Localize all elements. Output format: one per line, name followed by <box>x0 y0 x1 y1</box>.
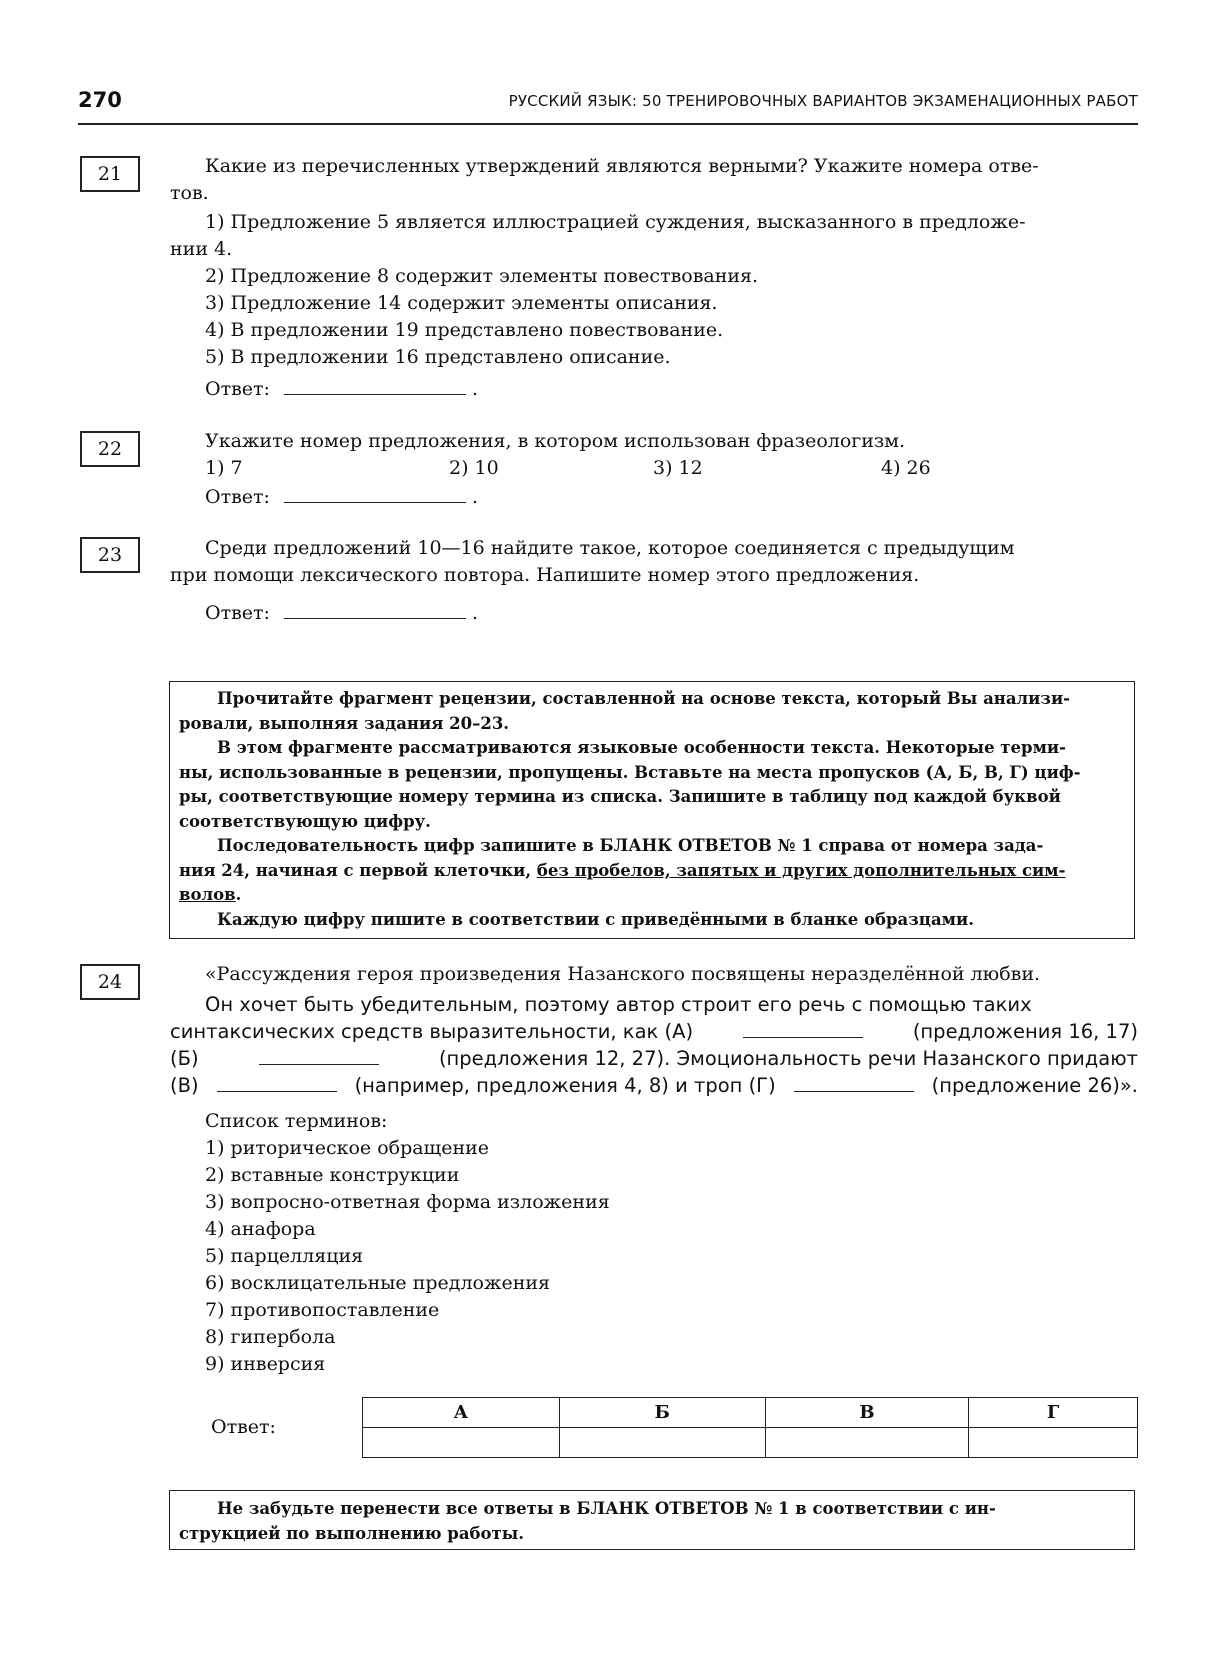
task-21-option-3: 3) Предложение 14 содержит элементы описания. <box>205 292 718 314</box>
term-2: 2) вставные конструкции <box>205 1164 460 1186</box>
answer-label: Ответ: <box>205 378 270 400</box>
task-24-review-line1: «Рассуждения героя произведения Назанского посвящены неразделённой любви. <box>205 963 1041 985</box>
task-24-review-line2: Он хочет быть убедительным, поэтому автор строит его речь с помощью таких <box>205 993 1032 1016</box>
instruction-p2-line2: ны, использованные в рецензии, пропущены. Вставьте на места пропусков (А, Б, В, Г) циф- <box>179 762 1081 782</box>
task-23-answer-blank[interactable] <box>284 617 466 619</box>
reminder-line2: струкцией по выполнению работы. <box>179 1523 525 1543</box>
task-21-number: 21 <box>80 156 140 192</box>
review-line3-start: синтаксических средств выразительности, как (А) <box>170 1020 694 1043</box>
task-21-answer-blank[interactable] <box>284 393 466 395</box>
task-22-number: 22 <box>80 431 140 467</box>
instruction-p3-line2-text: ния 24, начиная с первой клеточки, <box>179 860 537 880</box>
review-line5-end: (предложение 26)». <box>931 1074 1138 1097</box>
task-22-question: Укажите номер предложения, в котором использован фразеологизм. <box>205 430 906 452</box>
blank-a[interactable] <box>743 1036 863 1038</box>
task-24-review-line5 <box>170 1072 1138 1099</box>
blank-c[interactable] <box>217 1090 337 1092</box>
review-line4-label: (Б) <box>170 1047 199 1070</box>
instruction-p2-line4: соответствующую цифру. <box>179 811 431 831</box>
answer-cell-v[interactable] <box>765 1428 969 1458</box>
instruction-p3-line1: Последовательность цифр запишите в БЛАНК ОТВЕТОВ № 1 справа от номера зада- <box>217 836 1044 855</box>
task-24-answer-label: Ответ: <box>211 1416 276 1438</box>
task-21-option-1-line2: нии 4. <box>170 238 233 260</box>
term-8: 8) гипербола <box>205 1326 336 1348</box>
answer-label: Ответ: <box>205 602 270 624</box>
review-line5-label: (В) <box>170 1074 199 1097</box>
answer-cell-g[interactable] <box>969 1428 1138 1458</box>
term-1: 1) риторическое обращение <box>205 1137 490 1159</box>
instruction-p2-line1: В этом фрагменте рассматриваются языковые особенности текста. Некоторые терми- <box>217 738 1066 757</box>
instruction-p4: Каждую цифру пишите в соответствии с приведёнными в бланке образцами. <box>217 909 974 929</box>
instruction-p3-line2 <box>179 859 1125 884</box>
blank-b[interactable] <box>259 1063 379 1065</box>
answer-header-v: В <box>765 1398 969 1428</box>
answer-table-header-row <box>363 1398 1138 1428</box>
instruction-p3-line3 <box>179 883 1125 908</box>
task-22-answer-blank[interactable] <box>284 501 466 503</box>
term-4: 4) анафора <box>205 1218 316 1240</box>
instruction-text <box>170 682 1134 932</box>
answer-header-a: А <box>363 1398 560 1428</box>
reminder-text <box>170 1491 1134 1546</box>
answer-header-g: Г <box>969 1398 1138 1428</box>
task-22-answer: Ответ: . <box>205 486 479 508</box>
review-line3-end: (предложения 16, 17) <box>912 1020 1138 1043</box>
blank-d[interactable] <box>794 1090 914 1092</box>
task-22-option-2: 2) 10 <box>449 457 499 479</box>
instruction-p1-line1: Прочитайте фрагмент рецензии, составленной на основе текста, который Вы анализи- <box>217 689 1071 708</box>
task-24-review-line3 <box>170 1018 1138 1045</box>
answer-cell-b[interactable] <box>559 1428 765 1458</box>
task-23-number: 23 <box>80 537 140 573</box>
instruction-period: . <box>235 885 242 904</box>
instruction-p1-line2: ровали, выполняя задания 20–23. <box>179 713 510 733</box>
terms-title: Список терминов: <box>205 1110 388 1132</box>
answer-table-input-row <box>363 1428 1138 1458</box>
task-21-option-4: 4) В предложении 19 представлено повествование. <box>205 319 724 341</box>
instruction-underlined-text: без пробелов, запятых и других дополнительных сим- <box>536 860 1066 880</box>
answer-cell-a[interactable] <box>363 1428 560 1458</box>
instruction-p2-line3: ры, соответствующие номеру термина из списка. Запишите в таблицу под каждой буквой <box>179 787 1061 806</box>
answer-header-b: Б <box>559 1398 765 1428</box>
answer-label: Ответ: <box>205 486 270 508</box>
term-5: 5) парцелляция <box>205 1245 364 1267</box>
task-21-option-2: 2) Предложение 8 содержит элементы повествования. <box>205 265 759 287</box>
task-21-question-line2: тов. <box>170 182 209 204</box>
reminder-line1: Не забудьте перенести все ответы в БЛАНК ОТВЕТОВ № 1 в соответствии с ин- <box>217 1499 996 1518</box>
header-divider <box>78 123 1138 125</box>
task-22-option-1: 1) 7 <box>205 457 243 479</box>
task-23-question-line1: Среди предложений 10—16 найдите такое, которое соединяется с предыдущим <box>205 537 1015 559</box>
task-21-option-5: 5) В предложении 16 представлено описание. <box>205 346 671 368</box>
term-6: 6) восклицательные предложения <box>205 1272 551 1294</box>
term-7: 7) противопоставление <box>205 1299 440 1321</box>
instruction-box <box>169 681 1135 939</box>
review-line4-end: (предложения 12, 27). Эмоциональность речи Назанского придают <box>438 1047 1138 1070</box>
term-9: 9) инверсия <box>205 1353 326 1375</box>
reminder-box <box>169 1490 1135 1550</box>
task-24-number: 24 <box>80 964 140 1000</box>
task-21-question-line1: Какие из перечисленных утверждений являются верными? Укажите номера отве- <box>205 155 1039 177</box>
review-line5-mid: (например, предложения 4, 8) и троп (Г) <box>354 1074 776 1097</box>
task-23-answer: Ответ: . <box>205 602 479 624</box>
task-24-review-line4 <box>170 1045 1138 1072</box>
answer-table <box>362 1397 1138 1458</box>
task-23-question-line2: при помощи лексического повтора. Напишите номер этого предложения. <box>170 564 920 586</box>
running-title: РУССКИЙ ЯЗЫК: 50 ТРЕНИРОВОЧНЫХ ВАРИАНТОВ ЭКЗАМЕНАЦИОННЫХ РАБОТ <box>508 92 1138 110</box>
instruction-underlined-end: волов <box>179 885 236 904</box>
task-22-option-3: 3) 12 <box>653 457 703 479</box>
task-22-option-4: 4) 26 <box>881 457 931 479</box>
task-21-option-1-line1: 1) Предложение 5 является иллюстрацией суждения, высказанного в предложе- <box>205 211 1026 233</box>
task-21-answer: Ответ: . <box>205 378 479 400</box>
term-3: 3) вопросно-ответная форма изложения <box>205 1191 610 1213</box>
page-number: 270 <box>78 88 122 112</box>
